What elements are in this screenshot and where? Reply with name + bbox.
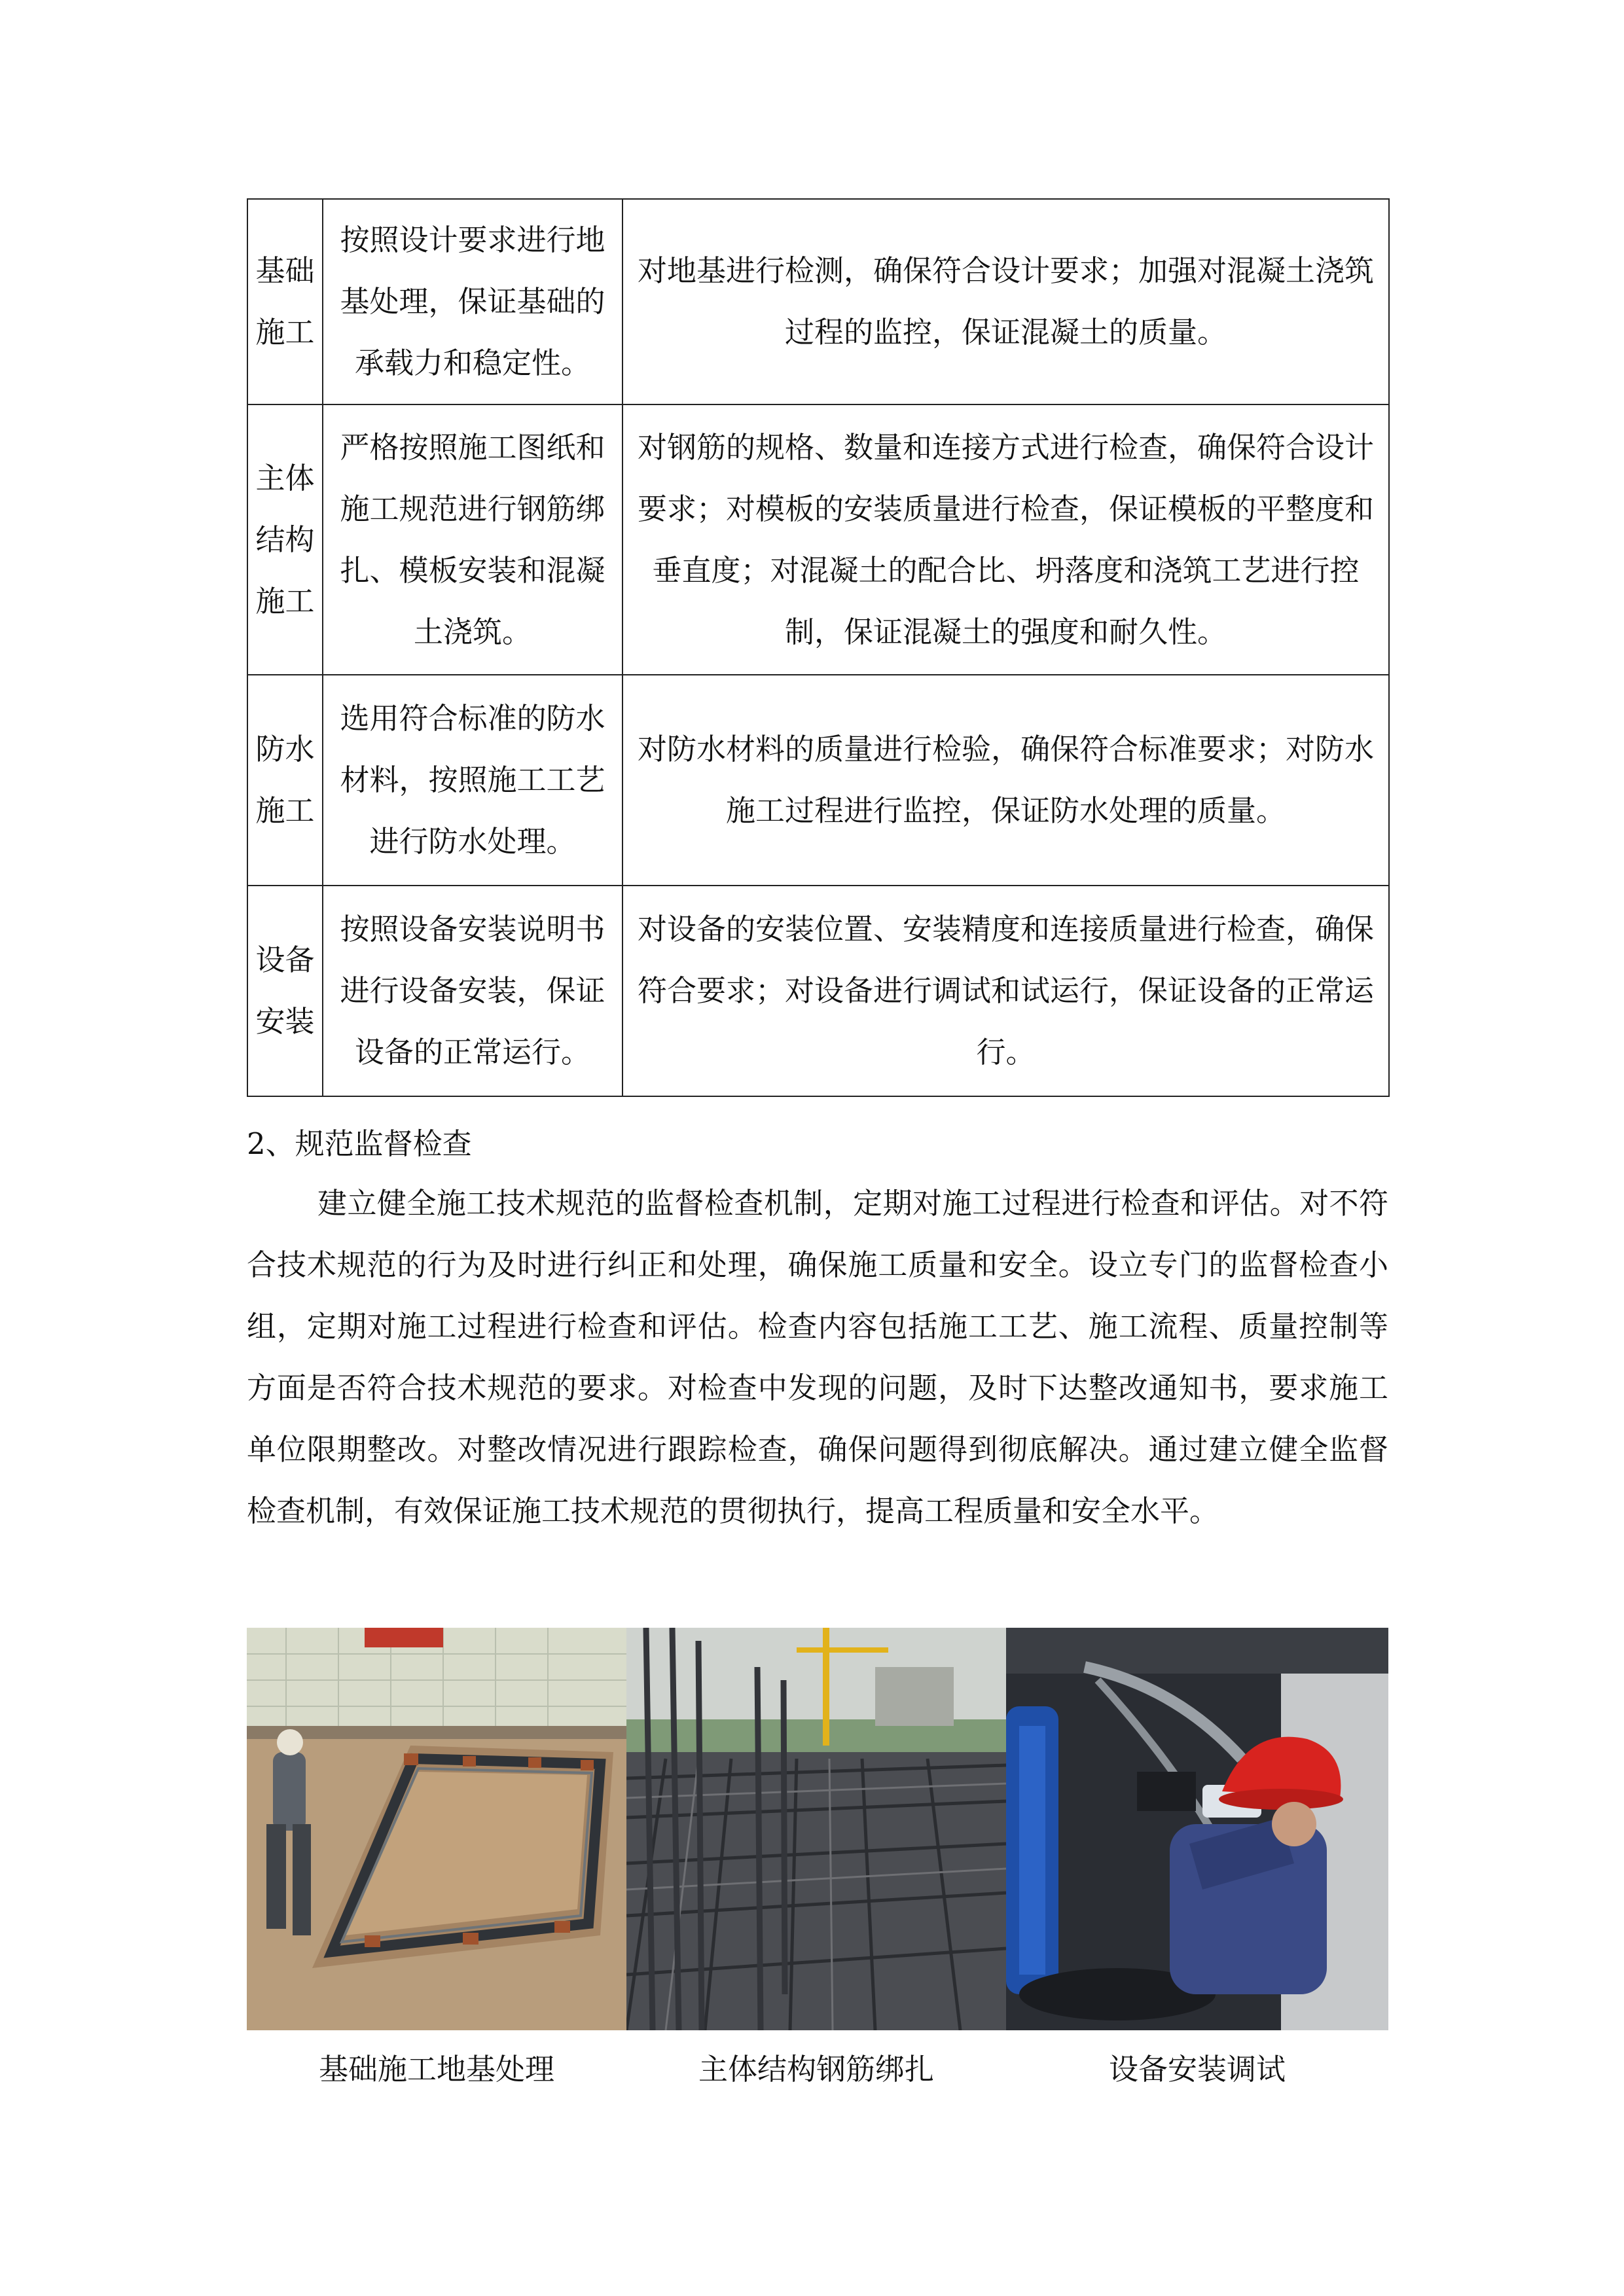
rebar-photo: [626, 1628, 1006, 2030]
requirement-cell: 选用符合标准的防水材料，按照施工工艺进行防水处理。: [323, 675, 623, 886]
requirement-cell: 按照设计要求进行地基处理，保证基础的承载力和稳定性。: [323, 199, 623, 404]
body-paragraph: 建立健全施工技术规范的监督检查机制，定期对施工过程进行检查和评估。对不符合技术规范的行为及时进行纠正和处理，确保施工质量和安全。设立专门的监督检查小组，定期对施工过程进行检查和评估。检查内容包括施工工艺、施工流程、质量控制等方面是否符合技术规范的要求。对检查中发现的问题，及时下达整改通知书，要求施工单位限期整改。对整改情况进行跟踪检查，确保问题得到彻底解决。通过建立健全监督检查机制，有效保证施工技术规范的贯彻执行，提高工程质量和安全水平。: [247, 1186, 1388, 1528]
photo-caption: 基础施工地基处理: [318, 2052, 554, 2087]
quality-control-table: [247, 198, 1390, 1097]
control-cell: 对地基进行检测，确保符合设计要求；加强对混凝土浇筑过程的监控，保证混凝土的质量。: [623, 199, 1389, 404]
photo-caption: 主体结构钢筋绑扎: [698, 2052, 934, 2087]
table-row: [247, 886, 1389, 1096]
control-cell: 对设备的安装位置、安装精度和连接质量进行检查，确保符合要求；对设备进行调试和试运行，保证设备的正常运行。: [623, 886, 1389, 1096]
foundation-photo: [247, 1628, 626, 2030]
photo-caption: 设备安装调试: [1108, 2052, 1286, 2087]
category-cell: 基础施工: [247, 199, 323, 404]
control-cell: 对防水材料的质量进行检验，确保符合标准要求；对防水施工过程进行监控，保证防水处理的质量。: [623, 675, 1389, 886]
requirement-cell: 按照设备安装说明书进行设备安装，保证设备的正常运行。: [323, 886, 623, 1096]
control-cell: 对钢筋的规格、数量和连接方式进行检查，确保符合设计要求；对模板的安装质量进行检查，保证模板的平整度和垂直度；对混凝土的配合比、坍落度和浇筑工艺进行控制，保证混凝土的强度和耐久性。: [623, 404, 1389, 675]
category-cell: 主体结构施工: [247, 404, 323, 675]
table-row: [247, 404, 1389, 675]
category-cell: 设备安装: [247, 886, 323, 1096]
category-cell: 防水施工: [247, 675, 323, 886]
requirement-cell: 严格按照施工图纸和施工规范进行钢筋绑扎、模板安装和混凝土浇筑。: [323, 404, 623, 675]
table-row: [247, 675, 1389, 886]
table-row: [247, 199, 1389, 404]
section-heading: 2、规范监督检查: [247, 1126, 472, 1161]
equipment-photo: [1006, 1628, 1388, 2030]
